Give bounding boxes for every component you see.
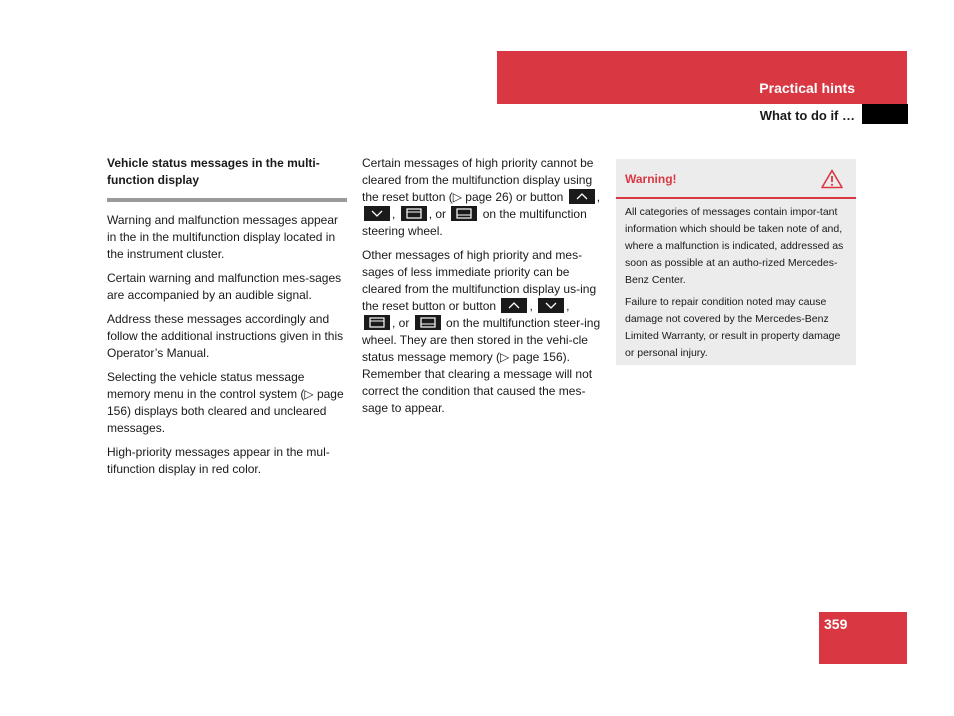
separator: , [566, 299, 570, 313]
paragraph-clear-buttons [362, 155, 602, 240]
warning-title: Warning! [625, 172, 677, 186]
display-page-back-icon [451, 206, 477, 221]
warning-box [616, 159, 856, 365]
paragraph: Warning and malfunction messages appear in the in the multifunction display located in the instrument cluster. [107, 213, 339, 261]
paragraph: Certain warning and malfunction mes-sages are accompanied by an audible signal. [107, 271, 342, 302]
header-bar [497, 51, 907, 104]
paragraph: Selecting the vehicle status message memory menu in the control system (▷ page 156) displays both cleared and uncleared messages. [107, 370, 344, 435]
display-page-forward-icon [364, 315, 390, 330]
arrow-down-button-icon [538, 298, 564, 313]
warning-paragraph: All categories of messages contain impor-tant information which should be taken note of and, where a malfunction is indicated, addressed as soon as possible at an autho-rized Mercedes-Benz Center. [625, 206, 844, 286]
paragraph-text: on the multifunction steering wheel. [362, 207, 587, 238]
arrow-up-button-icon [501, 298, 527, 313]
separator: , [596, 190, 601, 204]
paragraph-text: Certain messages of high priority cannot be cleared from the multifunction display using the reset button (▷ page 26) or button [362, 156, 594, 204]
arrow-up-button-icon [569, 189, 595, 204]
subsection-title: What to do if … [759, 108, 855, 123]
separator: , or [428, 207, 447, 221]
separator: , [392, 207, 396, 221]
left-column [107, 155, 347, 485]
paragraph-text: Other messages of high priority and mes-sages of less immediate priority can be cleared from the multifunction display us-ing the reset button or button [362, 248, 597, 313]
thumb-tab [862, 104, 908, 124]
separator: , or [392, 316, 410, 330]
warning-body [616, 199, 856, 362]
heading-rule [107, 198, 347, 202]
warning-paragraph: Failure to repair condition noted may cause damage not covered by the Mercedes-Benz Limited Warranty, or result in property damage or personal injury. [625, 296, 841, 359]
paragraph-other-messages [362, 247, 602, 417]
section-title: Practical hints [759, 80, 855, 96]
display-page-forward-icon [401, 206, 427, 221]
paragraph: Address these messages accordingly and follow the additional instructions given in this Operator’s Manual. [107, 312, 344, 360]
paragraph: High-priority messages appear in the mul-tifunction display in red color. [107, 445, 330, 476]
warning-triangle-icon [821, 169, 843, 194]
paragraph-text: on the multifunction steer-ing wheel. They are then stored in the vehi-cle status message memory (▷ page 156). Remember that clearing a message will not correct the condition that caused the mes-sage to appear. [362, 316, 601, 415]
page-number: 359 [824, 616, 848, 632]
middle-column [362, 155, 602, 424]
page-number-box [819, 612, 907, 664]
warning-header [616, 159, 856, 199]
section-heading: Vehicle status messages in the multi-function display [107, 156, 320, 187]
arrow-down-button-icon [364, 206, 390, 221]
display-page-back-icon [415, 315, 441, 330]
separator: , [529, 299, 533, 313]
